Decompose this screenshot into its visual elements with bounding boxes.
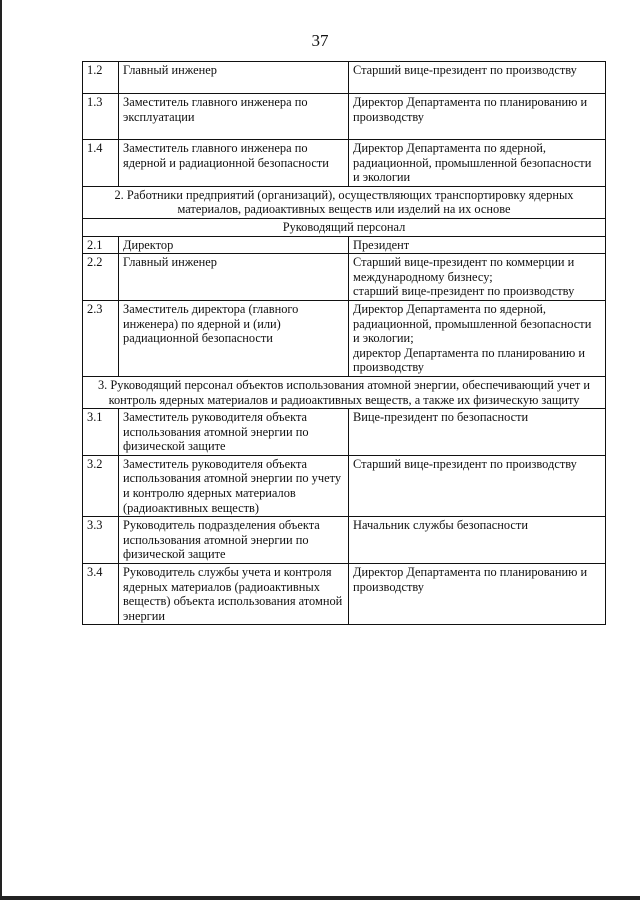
- responsible-line: директор Департамента по планированию и производству: [353, 345, 586, 375]
- responsible-line: Директор Департамента по ядерной, радиационной, промышленной безопасности и экологии;: [353, 301, 592, 346]
- section-2-line-2: материалов, радиоактивных веществ или изделий на их основе: [177, 202, 511, 217]
- table-row: [83, 409, 606, 456]
- responsible-cell: Вице-президент по безопасности: [349, 409, 606, 456]
- row-number: 2.3: [83, 300, 119, 376]
- table-row: [83, 300, 606, 376]
- row-number: 3.2: [83, 455, 119, 516]
- row-number: 3.1: [83, 409, 119, 456]
- section-2-title: [83, 186, 606, 218]
- section-2-line-1: 2. Работники предприятий (организаций), осуществляющих транспортировку ядерных: [114, 187, 574, 202]
- position-cell: Заместитель главного инженера по ядерной и радиационной безопасности: [119, 140, 349, 187]
- position-cell: Заместитель директора (главного инженера) по ядерной и (или) радиационной безопасности: [119, 300, 349, 376]
- row-number: 1.2: [83, 62, 119, 94]
- row-number: 3.3: [83, 517, 119, 564]
- subheader-row: [83, 218, 606, 236]
- responsible-line: Старший вице-президент по коммерции и международному бизнесу;: [353, 255, 575, 284]
- scan-edge-left: [0, 0, 2, 900]
- table-row: [83, 564, 606, 625]
- responsible-cell: Директор Департамента по ядерной, радиационной, промышленной безопасности и экологии: [349, 140, 606, 187]
- section-3-title: [83, 376, 606, 408]
- section-header-row: [83, 186, 606, 218]
- page-number: 37: [311, 31, 329, 50]
- responsible-line: старший вице-президент по производству: [353, 284, 575, 299]
- position-cell: Директор: [119, 236, 349, 254]
- responsible-cell: [349, 300, 606, 376]
- responsible-cell: Президент: [349, 236, 606, 254]
- table-row: [83, 517, 606, 564]
- position-cell: Главный инженер: [119, 254, 349, 301]
- responsible-cell: Начальник службы безопасности: [349, 517, 606, 564]
- subheader-title: Руководящий персонал: [83, 218, 606, 236]
- section-3-line-1: 3. Руководящий персонал объектов использования атомной энергии, обеспечивающий учет и: [97, 377, 591, 392]
- section-3-line-2: контроль ядерных материалов и радиоактивных веществ, а также их физическую защиту: [108, 392, 580, 407]
- responsible-cell: Старший вице-президент по производству: [349, 455, 606, 516]
- responsible-cell: [349, 254, 606, 301]
- position-cell: Руководитель подразделения объекта использования атомной энергии по физической защите: [119, 517, 349, 564]
- position-cell: Руководитель службы учета и контроля ядерных материалов (радиоактивных веществ) объекта использования атомной энергии: [119, 564, 349, 625]
- table-row: [83, 94, 606, 140]
- row-number: 3.4: [83, 564, 119, 625]
- row-number: 2.2: [83, 254, 119, 301]
- position-cell: Заместитель главного инженера по эксплуатации: [119, 94, 349, 140]
- table-row: [83, 455, 606, 516]
- scan-edge-bottom: [0, 896, 640, 900]
- position-cell: Заместитель руководителя объекта использования атомной энергии по учету и контролю ядерных материалов (радиоактивных веществ): [119, 455, 349, 516]
- table-row: [83, 254, 606, 301]
- responsible-cell: Директор Департамента по планированию и производству: [349, 94, 606, 140]
- positions-table: [82, 61, 606, 625]
- responsible-cell: Директор Департамента по планированию и производству: [349, 564, 606, 625]
- row-number: 2.1: [83, 236, 119, 254]
- position-cell: Главный инженер: [119, 62, 349, 94]
- row-number: 1.3: [83, 94, 119, 140]
- position-cell: Заместитель руководителя объекта использования атомной энергии по физической защите: [119, 409, 349, 456]
- row-number: 1.4: [83, 140, 119, 187]
- table-row: [83, 140, 606, 187]
- table-row: [83, 62, 606, 94]
- table-row: [83, 236, 606, 254]
- section-header-row: [83, 376, 606, 408]
- responsible-cell: Старший вице-президент по производству: [349, 62, 606, 94]
